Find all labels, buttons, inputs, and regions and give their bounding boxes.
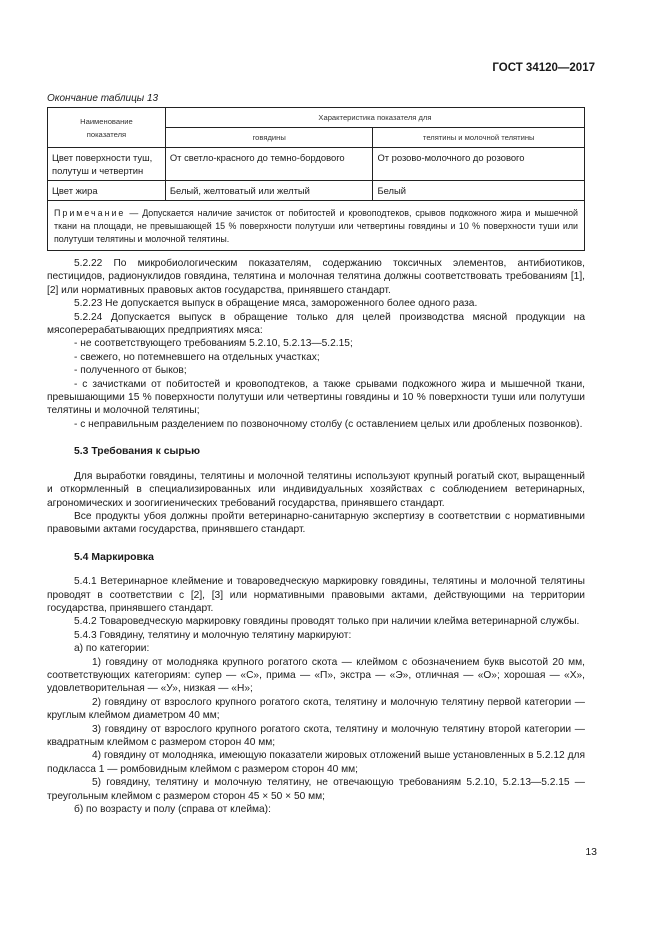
- header-beef-cell: говядины: [165, 128, 373, 148]
- note-text: — Допускается наличие зачисток от побитостей и кровоподтеков, срывов подкожного жира и мышечной ткани на площади, не превышающей 15 % поверхности полутуши или четвертины говядины и 10 % поверхности туши или полутуши телятины и молочной телятины.: [54, 208, 578, 244]
- paragraph: 5.4.3 Говядину, телятину и молочную телятину маркируют:: [74, 629, 352, 641]
- section-heading-5-3: 5.3 Требования к сырью: [74, 446, 201, 458]
- paragraph: 5.2.24 Допускается выпуск в обращение только для целей производства мясной продукции на мясоперерабатывающих предприятиях мяса:: [47, 311, 585, 337]
- list-item: 2) говядину от взрослого крупного рогатого скота, телятину и молочную телятину первой категории — круглым клеймом диаметром 40 мм;: [47, 696, 585, 722]
- list-item: - с неправильным разделением по позвоночному столбу (с оставлением целых или дробленых позвонков).: [74, 418, 583, 430]
- indicator-table: [47, 107, 585, 251]
- list-item: - не соответствующего требованиям 5.2.10, 5.2.13—5.2.15;: [74, 338, 353, 350]
- row-veal-cell: Белый: [373, 181, 585, 201]
- paragraph: 5.2.22 По микробиологическим показателям, содержанию токсичных элементов, антибиотиков, пестицидов, радионуклидов говядина, телятина и молочная телятина должны соответствовать требованиям [1], [2] или нормативных правовых актов государства, принявшего стандарт.: [47, 258, 585, 296]
- header-group-cell: Характеристика показателя для: [165, 108, 584, 128]
- header-name-cell: Наименование показателя: [48, 108, 166, 148]
- paragraph: 5.2.23 Не допускается выпуск в обращение мяса, замороженного более одного раза.: [74, 298, 478, 310]
- row-name-cell: Цвет жира: [48, 181, 166, 201]
- document-code: ГОСТ 34120—2017: [492, 62, 595, 74]
- paragraph: Для выработки говядины, телятины и молочной телятины используют крупный рогатый скот, выращенный и откормленный в специализированных или индивидуальных хозяйствах с соблюдением ветеринарных, агрономических и зоогигиенических требований государства, принявшего стандарт.: [47, 470, 585, 509]
- list-item: а) по категории:: [74, 643, 150, 655]
- table-note: [48, 201, 585, 251]
- row-name-cell: Цвет поверхности туш, полутуш и четвертин: [48, 148, 166, 181]
- list-item: - полученного от быков;: [74, 365, 187, 377]
- table-header-row: [48, 108, 585, 128]
- paragraph: Все продукты убоя должны пройти ветеринарно-санитарную экспертизу в соответствии с нормативными правовыми актами государства, принявшего стандарт.: [47, 510, 585, 536]
- list-item: 4) говядину от молодняка, имеющую показатели жировых отложений выше установленных в 5.2.12 для подкласса 1 — ромбовидным клеймом с размером сторон 40 мм;: [47, 750, 585, 775]
- row-beef-cell: От светло-красного до темно-бордового: [165, 148, 373, 181]
- list-item: 3) говядину от взрослого крупного рогатого скота, телятину и молочную телятину второй категории — квадратным клеймом с размером сторон 40 мм;: [47, 723, 585, 748]
- list-item: - свежего, но потемневшего на отдельных участках;: [74, 351, 320, 363]
- header-veal-cell: телятины и молочной телятины: [373, 128, 585, 148]
- list-item: 1) говядину от молодняка крупного рогатого скота — клеймом с обозначением букв высотой 20 мм, соответствующих категориям: супер — «С», прима — «П», экстра — «Э», отличная — «О»; хорошая — «Х», удовлетворительная — «У», низкая — «Н»;: [47, 656, 585, 695]
- list-item: 5) говядину, телятину и молочную телятину, не отвечающую требованиям 5.2.10, 5.2.13—5.2.15 — треугольным клеймом с размером сторон 45 × 50 × 50 мм;: [47, 777, 585, 802]
- table-note-row: [48, 201, 585, 251]
- table-caption: Окончание таблицы 13: [47, 93, 159, 104]
- list-item: б) по возрасту и полу (справа от клейма):: [74, 804, 271, 816]
- table-row: [48, 148, 585, 181]
- row-veal-cell: От розово-молочного до розового: [373, 148, 585, 181]
- section-heading-5-4: 5.4 Маркировка: [74, 551, 154, 563]
- list-item: - с зачистками от побитостей и кровоподтеков, а также срывами подкожного жира и мышечной ткани, превышающими 15 % поверхности полутуши или четвертины говядины и 10 % поверхности туши или полутуши телятины и молочной телятины;: [47, 378, 585, 417]
- page-number: 13: [585, 846, 597, 858]
- table-row: [48, 181, 585, 201]
- paragraph: 5.4.1 Ветеринарное клеймение и товароведческую маркировку говядины, телятины и молочной телятины проводят в соответствии с [2], [3] или нормативными правовыми актами, действующими на территории государства, принявшего стандарт.: [47, 576, 585, 614]
- row-beef-cell: Белый, желтоватый или желтый: [165, 181, 373, 201]
- note-label: Примечание: [54, 208, 126, 218]
- paragraph: 5.4.2 Товароведческую маркировку говядины проводят только при наличии клейма ветеринарной службы.: [74, 616, 580, 628]
- body-text: [47, 257, 585, 816]
